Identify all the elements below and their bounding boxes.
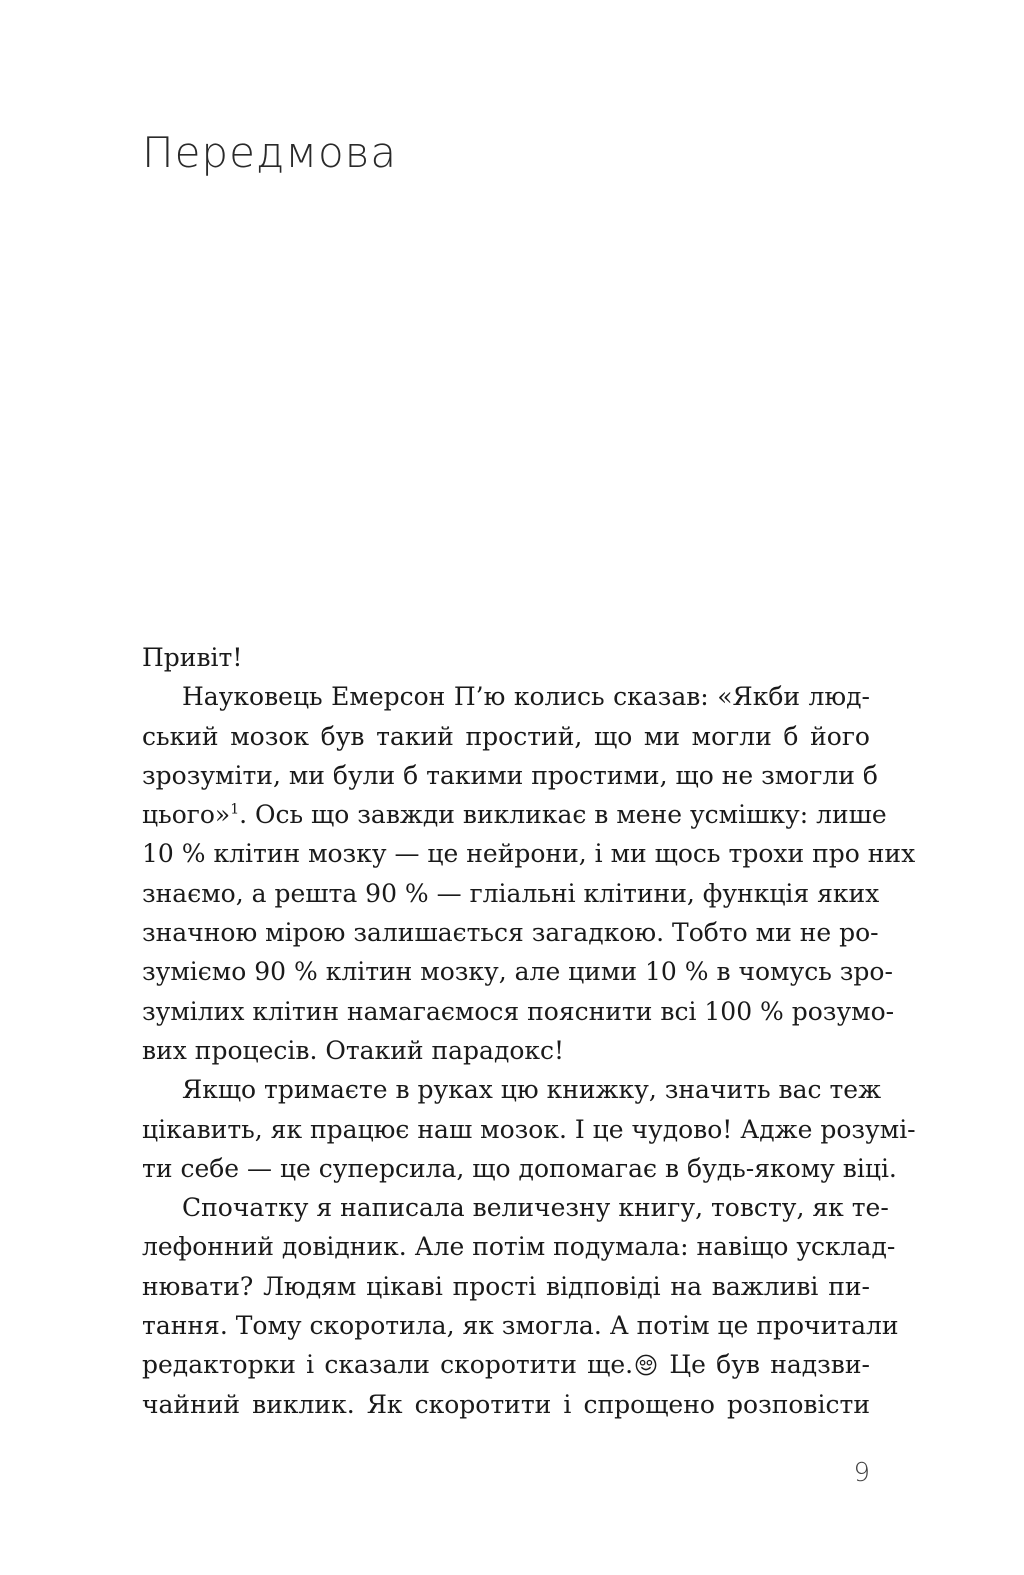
text-line bbox=[142, 1345, 870, 1384]
footnote-marker[interactable]: 1 bbox=[230, 801, 240, 818]
text-line: Науковець Емерсон П’ю колись сказав: «Якби люд- bbox=[182, 682, 870, 712]
text-line: значною мірою залишається загадкою. Тобто ми не ро- bbox=[142, 918, 879, 948]
text-line: нювати? Людям цікаві прості відповіді на важливі пи- bbox=[142, 1271, 870, 1301]
chapter-title: Передмова bbox=[142, 128, 398, 177]
text-line bbox=[142, 795, 887, 834]
text-line: Якщо тримаєте в руках цю книжку, значить вас теж bbox=[182, 1075, 882, 1105]
text-line: зуміємо 90 % клітин мозку, але цими 10 % в чомусь зро- bbox=[142, 957, 893, 987]
text-fragment: редакторки і сказали скоротити ще. bbox=[142, 1350, 634, 1380]
text-line: Спочатку я написала величезну книгу, товсту, як те- bbox=[182, 1193, 889, 1223]
text-line: чайний виклик. Як скоротити і спрощено розповісти bbox=[142, 1389, 870, 1419]
text-line: тання. Тому скоротила, як змогла. А потім це прочитали bbox=[142, 1311, 899, 1341]
text-line: ський мозок був такий простий, що ми могли б його bbox=[142, 721, 870, 751]
text-line: 10 % клітин мозку — це нейрони, і ми щось трохи про них bbox=[142, 839, 916, 869]
text-line: ти себе — це суперсила, що допомагає в будь-якому віці. bbox=[142, 1153, 897, 1183]
text-fragment: . Ось що завжди викликає в мене усмішку: лише bbox=[239, 800, 887, 830]
text-line: цікавить, як працює наш мозок. І це чудово! Адже розумі- bbox=[142, 1114, 916, 1144]
text-fragment: Це був надзви- bbox=[659, 1350, 870, 1380]
page-number: 9 bbox=[853, 1458, 870, 1488]
smiling-face-icon bbox=[635, 1354, 657, 1376]
greeting-line: Привіт! bbox=[142, 643, 243, 672]
text-line: зумілих клітин намагаємося пояснити всі 100 % розумо- bbox=[142, 996, 895, 1026]
text-line: зрозуміти, ми були б такими простими, що не змогли б bbox=[142, 760, 878, 790]
text-line: знаємо, а решта 90 % — гліальні клітини, функція яких bbox=[142, 878, 880, 908]
text-fragment: цього» bbox=[142, 800, 231, 830]
body-text bbox=[142, 638, 916, 1424]
text-line: лефонний довідник. Але потім подумала: навіщо усклад- bbox=[142, 1232, 896, 1262]
text-line: вих процесів. Отакий парадокс! bbox=[142, 1035, 565, 1065]
